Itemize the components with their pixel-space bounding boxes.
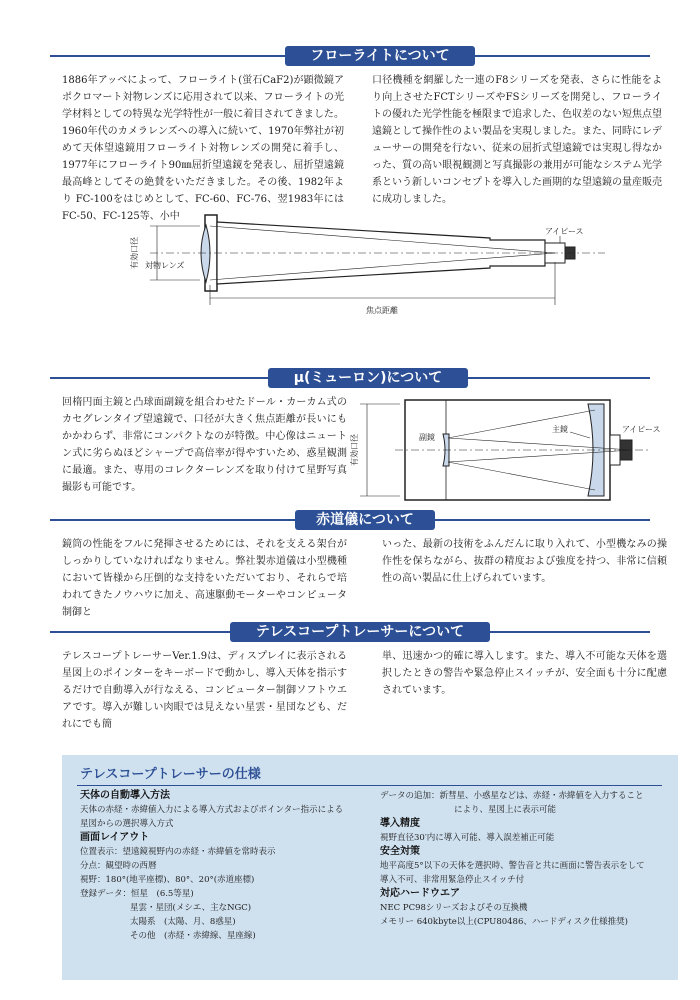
- spec-line: NEC PC98シリーズおよびその互換機: [380, 903, 528, 913]
- spec-right-column: [380, 789, 670, 929]
- section-title-tracer: テレスコープトレーサーについて: [230, 622, 490, 642]
- spec-line: 地平高度5°以下の天体を選択時、警告音と共に画面に警告表示をして: [380, 861, 645, 871]
- spec-line: により、星図上に表示可能: [454, 805, 557, 815]
- spec-line: 星図からの選択導入方式: [80, 819, 174, 829]
- spec-line: メモリー 640kbyte以上(CPU80486、ハードディスク仕様推奨): [380, 917, 628, 927]
- spec-line: 導入不可、非常用緊急停止スイッチ付: [380, 875, 525, 885]
- spec-heading-screen-layout: 画面レイアウト: [80, 832, 150, 843]
- fluorite-text-left: 1886年アッベによって、フローライト(蛍石CaF2)が顕微鏡アポクロマート対物レンズに応用されて以来、フローライトの光学材料としての特異な光学特性が一般に着目されてきました。1960年代のカメラレンズへの導入に続いて、1970年弊社が初めて天体望遠鏡用フローライト対物レンズの開発に着手し、1977年にフローライト90㎜屈折望遠鏡を発表し、屈折望遠鏡最高峰としてその絶賛をいただきました。その後、1982年より FC-100をはじめとして、FC-60、FC-76、翌1983年にはFC-50、FC-125等、小中: [62, 75, 344, 222]
- section-title-mount: 赤道儀について: [295, 510, 435, 530]
- mount-text-right: いった、最新の技術をふんだんに取り入れて、小型機なみの操作性を保ちながら、抜群の精度および強度を持つ、非常に信頼性の高い製品に仕上げられています。: [382, 539, 667, 584]
- mewlon-text: 回楕円面主鏡と凸球面副鏡を組合わせたドール・カーカム式のカセグレンタイプ望遠鏡で、口径が大きく焦点距離が長いにもかかわらず、非常にコンパクトなのが特徴。中心像はニュートン式に劣らぬほどシャープで高倍率が得やすいため、惑星観測に最適。また、専用のコレクターレンズを取り付けて星野写真撮影も可能です。: [62, 397, 347, 493]
- spec-line: 天体の赤経・赤緯値入力による導入方式およびポインター指示による: [80, 805, 344, 815]
- section-title-mewlon: μ(ミューロン)について: [268, 368, 468, 388]
- section-header-tracer: [50, 622, 650, 642]
- spec-line: 登録データ：恒星 (6.5等星): [80, 889, 194, 899]
- mewlon-aperture-label: 有効口径: [350, 434, 359, 466]
- spec-line: 星雲・星団(メシエ、主なNGC): [130, 903, 252, 913]
- mount-text-left: 鏡筒の性能をフルに発揮させるためには、それを支える架台がしっかりしていなければなりません。弊社製赤道儀は小型機種において皆様から圧倒的な支持をいただいており、それらで培われてきたノウハウに加え、高速駆動モーターやコンピュータ制御と: [62, 539, 347, 618]
- eyepiece-label: アイピース: [545, 227, 584, 236]
- spec-line: 視野：180°(地平座標)、80°、20°(赤道座標): [80, 875, 255, 885]
- spec-line: 太陽系 (太陽、月、8惑星): [130, 917, 236, 927]
- spec-line: 視野直径30′内に導入可能、導入誤差補正可能: [380, 833, 555, 843]
- fluorite-text-right: 口径機種を網羅した一連のF8シリーズを発表、さらに性能をより向上させたFCTシリーズやFSシリーズを開発し、フローライトの優れた光学性能を極限まで追求した、色収差のない短焦点望遠鏡として操作性のよい製品を実現しました。また、同時にレデューサーの開発を行ない、従来の屈折式望遠鏡では実現し得なかった、質の高い眼視観測と写真撮影の兼用が可能なシステム光学系という新しいコンセプトを導入した画期的な望遠鏡の量産販売に成功しました。: [372, 75, 662, 205]
- section-header-mount: [50, 510, 650, 530]
- spec-line: データの追加：新彗星、小惑星などは、赤経・赤緯値を入力すること: [380, 791, 644, 801]
- tracer-text-right: 単、迅速かつ的確に導入します。また、導入不可能な天体を選択したときの警告や緊急停止スイッチが、安全面も十分に配慮されています。: [382, 651, 667, 696]
- objective-lens-label: 対物レンズ: [145, 261, 185, 270]
- spec-line: 分点：観望時の西暦: [80, 861, 157, 871]
- spec-box: [62, 755, 678, 980]
- spec-line: 位置表示：望遠鏡視野内の赤経・赤緯値を常時表示: [80, 847, 276, 857]
- spec-line: その他 (赤経・赤緯線、星座線): [130, 931, 256, 941]
- spec-heading-hardware: 対応ハードウエア: [380, 888, 460, 899]
- section-title-fluorite: フローライトについて: [285, 46, 475, 66]
- aperture-label: 有効口径: [130, 237, 139, 269]
- mewlon-eyepiece-label: アイピース: [622, 425, 661, 434]
- mewlon-tube: [360, 400, 650, 500]
- secondary-mirror-label: 副鏡: [419, 433, 435, 442]
- spec-heading-auto-goto: 天体の自動導入方法: [80, 790, 170, 801]
- tracer-text-left: テレスコープトレーサーVer.1.9は、ディスプレイに表示される星図上のポインターをキーボードで動かし、導入天体を指示するだけで自動導入が行なえる、コンピューター制御ソフトウエアです。導入が難しい肉眼では見えない星雲・星団なども、だれにでも簡: [62, 651, 347, 730]
- spec-left-column: [80, 789, 380, 943]
- spec-rule: [77, 785, 662, 786]
- primary-mirror-label: 主鏡: [552, 425, 568, 434]
- spec-heading-safety: 安全対策: [380, 846, 420, 857]
- spec-heading-accuracy: 導入精度: [380, 818, 420, 829]
- focal-length-label: 焦点距離: [366, 306, 398, 315]
- spec-title: テレスコープトレーサーの仕様: [80, 767, 261, 782]
